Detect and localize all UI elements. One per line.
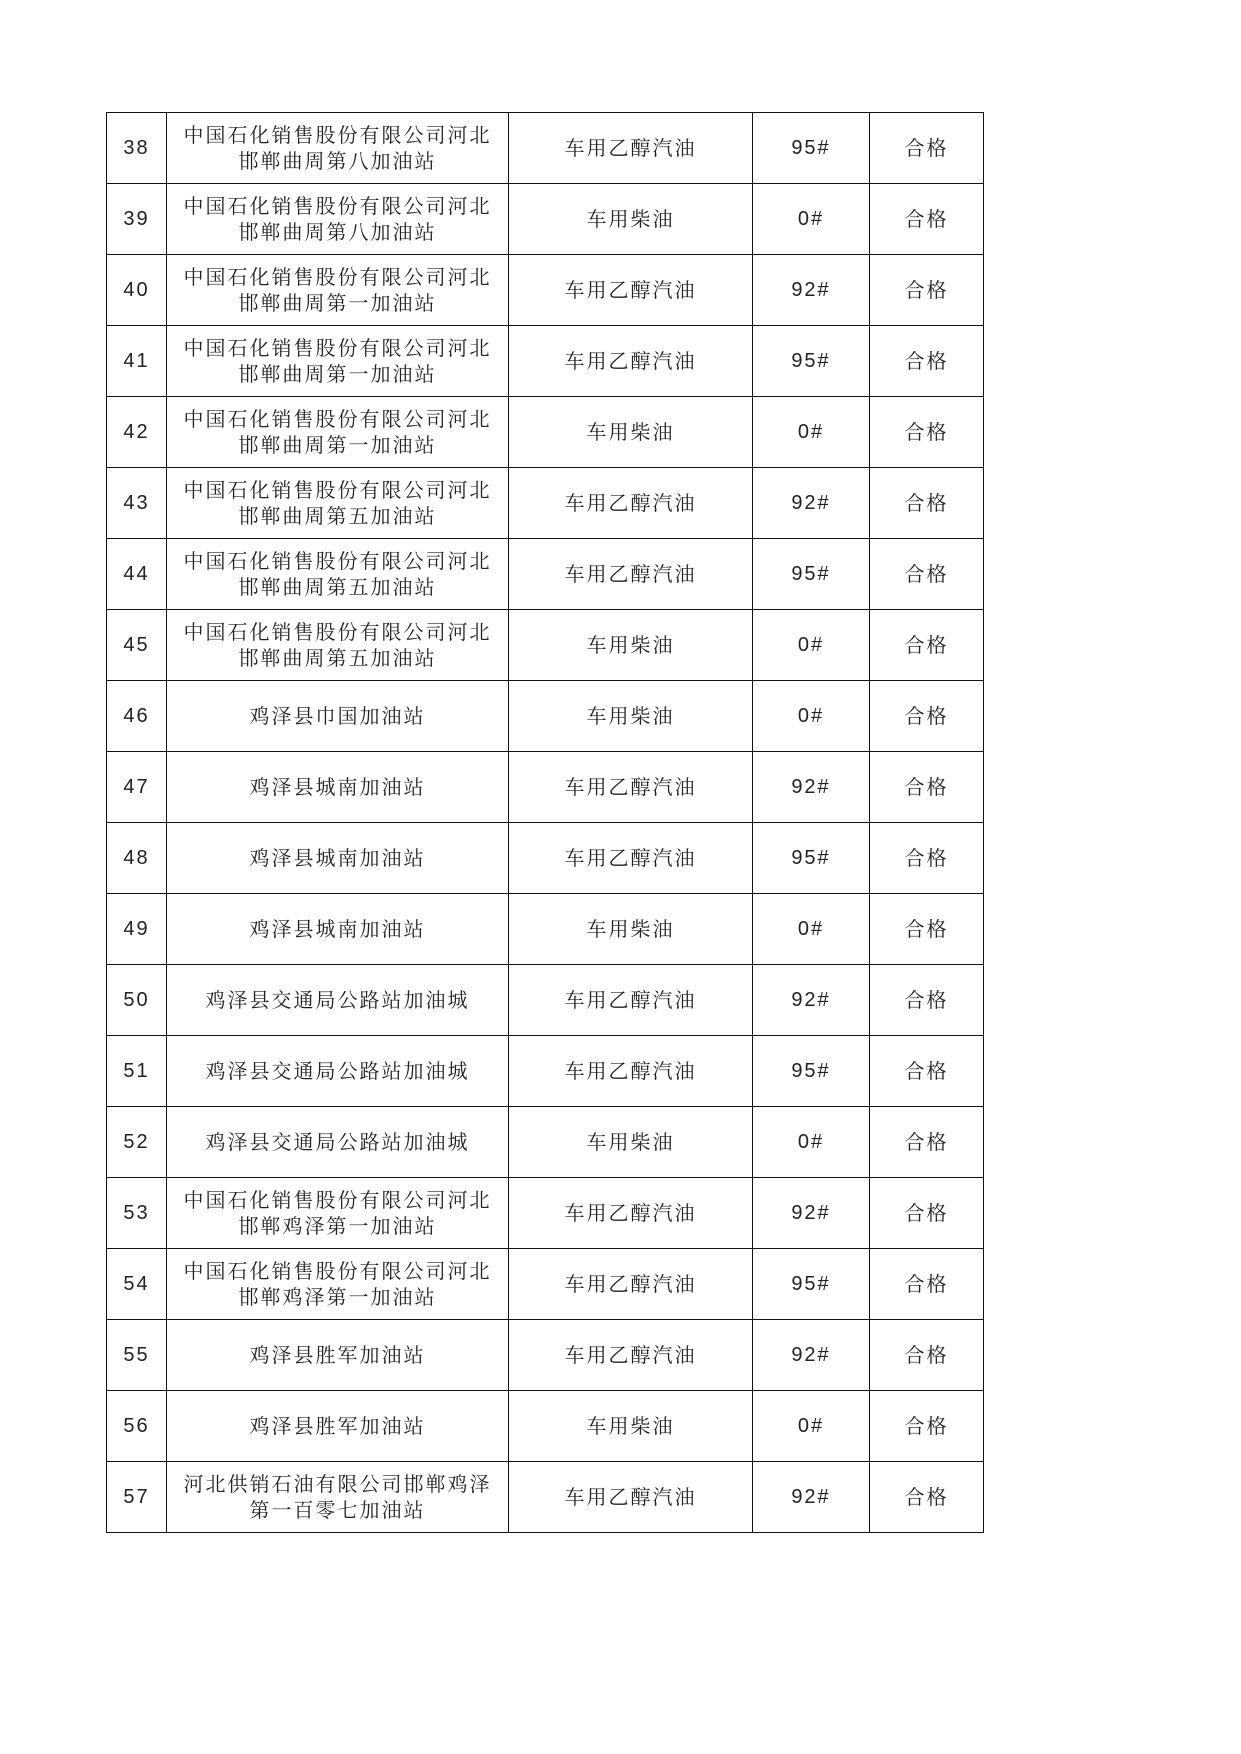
table-row [107,1107,984,1178]
row-number: 56 [107,1391,167,1462]
table-row [107,468,984,539]
row-number: 57 [107,1462,167,1533]
product-type: 车用柴油 [509,610,753,681]
row-number: 45 [107,610,167,681]
station-name [167,1249,509,1320]
test-result: 合格 [870,1178,984,1249]
product-type: 车用柴油 [509,1391,753,1462]
product-type: 车用柴油 [509,894,753,965]
row-number: 46 [107,681,167,752]
station-name-text: 河北供销石油有限公司邯郸鸡泽第一百零七加油站 [183,1472,492,1522]
fuel-grade: 95# [753,539,870,610]
test-result: 合格 [870,113,984,184]
station-name-text: 鸡泽县胜军加油站 [249,1414,426,1438]
product-type: 车用柴油 [509,397,753,468]
fuel-grade: 0# [753,1107,870,1178]
station-name-text: 鸡泽县巾国加油站 [249,704,426,728]
test-result: 合格 [870,681,984,752]
product-type: 车用乙醇汽油 [509,1178,753,1249]
station-name [167,113,509,184]
product-type: 车用柴油 [509,681,753,752]
station-name [167,1107,509,1178]
station-name [167,326,509,397]
station-name [167,397,509,468]
station-name-text: 中国石化销售股份有限公司河北邯郸曲周第八加油站 [183,194,492,244]
fuel-grade: 0# [753,894,870,965]
test-result: 合格 [870,1036,984,1107]
row-number: 52 [107,1107,167,1178]
table-row [107,1249,984,1320]
inspection-results-table [106,112,984,1533]
fuel-grade: 95# [753,113,870,184]
test-result: 合格 [870,397,984,468]
table-row [107,894,984,965]
station-name-text: 中国石化销售股份有限公司河北邯郸鸡泽第一加油站 [183,1259,492,1309]
fuel-grade: 95# [753,326,870,397]
station-name-text: 鸡泽县交通局公路站加油城 [205,1059,470,1083]
table-row [107,1036,984,1107]
row-number: 50 [107,965,167,1036]
station-name [167,255,509,326]
station-name-text: 中国石化销售股份有限公司河北邯郸曲周第八加油站 [183,123,492,173]
station-name [167,1391,509,1462]
test-result: 合格 [870,752,984,823]
station-name [167,468,509,539]
test-result: 合格 [870,1320,984,1391]
fuel-grade: 92# [753,468,870,539]
table-row [107,113,984,184]
table-row [107,539,984,610]
test-result: 合格 [870,823,984,894]
row-number: 51 [107,1036,167,1107]
product-type: 车用乙醇汽油 [509,468,753,539]
product-type: 车用乙醇汽油 [509,1462,753,1533]
table-row [107,1391,984,1462]
row-number: 38 [107,113,167,184]
table-row [107,1320,984,1391]
table-row [107,965,984,1036]
fuel-grade: 92# [753,965,870,1036]
row-number: 42 [107,397,167,468]
station-name [167,965,509,1036]
fuel-grade: 0# [753,1391,870,1462]
table-row [107,326,984,397]
product-type: 车用柴油 [509,1107,753,1178]
table-row [107,681,984,752]
product-type: 车用乙醇汽油 [509,752,753,823]
table-body [107,113,984,1533]
station-name-text: 中国石化销售股份有限公司河北邯郸曲周第五加油站 [183,478,492,528]
product-type: 车用乙醇汽油 [509,539,753,610]
test-result: 合格 [870,1462,984,1533]
station-name [167,752,509,823]
test-result: 合格 [870,1391,984,1462]
station-name-text: 鸡泽县交通局公路站加油城 [205,1130,470,1154]
fuel-grade: 95# [753,1036,870,1107]
test-result: 合格 [870,1107,984,1178]
table-row [107,752,984,823]
product-type: 车用乙醇汽油 [509,1320,753,1391]
test-result: 合格 [870,184,984,255]
table-row [107,255,984,326]
test-result: 合格 [870,468,984,539]
table-row [107,184,984,255]
station-name [167,539,509,610]
product-type: 车用乙醇汽油 [509,113,753,184]
fuel-grade: 0# [753,610,870,681]
station-name-text: 中国石化销售股份有限公司河北邯郸曲周第一加油站 [183,265,492,315]
fuel-grade: 92# [753,1178,870,1249]
fuel-grade: 0# [753,397,870,468]
station-name [167,823,509,894]
fuel-grade: 92# [753,255,870,326]
table-row [107,823,984,894]
station-name-text: 中国石化销售股份有限公司河北邯郸曲周第五加油站 [183,549,492,599]
station-name [167,610,509,681]
fuel-grade: 92# [753,752,870,823]
test-result: 合格 [870,1249,984,1320]
station-name [167,894,509,965]
fuel-grade: 92# [753,1320,870,1391]
test-result: 合格 [870,539,984,610]
station-name-text: 鸡泽县交通局公路站加油城 [205,988,470,1012]
table-row [107,1462,984,1533]
station-name-text: 中国石化销售股份有限公司河北邯郸鸡泽第一加油站 [183,1188,492,1238]
test-result: 合格 [870,326,984,397]
station-name [167,681,509,752]
station-name-text: 鸡泽县胜军加油站 [249,1343,426,1367]
station-name-text: 鸡泽县城南加油站 [249,917,426,941]
test-result: 合格 [870,965,984,1036]
row-number: 49 [107,894,167,965]
test-result: 合格 [870,610,984,681]
product-type: 车用乙醇汽油 [509,823,753,894]
table-row [107,1178,984,1249]
fuel-grade: 95# [753,1249,870,1320]
table-row [107,397,984,468]
test-result: 合格 [870,894,984,965]
table-row [107,610,984,681]
station-name-text: 中国石化销售股份有限公司河北邯郸曲周第一加油站 [183,407,492,457]
product-type: 车用乙醇汽油 [509,255,753,326]
product-type: 车用乙醇汽油 [509,1249,753,1320]
product-type: 车用乙醇汽油 [509,326,753,397]
station-name [167,1320,509,1391]
row-number: 43 [107,468,167,539]
station-name [167,1462,509,1533]
product-type: 车用柴油 [509,184,753,255]
station-name-text: 中国石化销售股份有限公司河北邯郸曲周第五加油站 [183,620,492,670]
fuel-grade: 92# [753,1462,870,1533]
fuel-grade: 0# [753,184,870,255]
row-number: 40 [107,255,167,326]
station-name [167,184,509,255]
station-name-text: 中国石化销售股份有限公司河北邯郸曲周第一加油站 [183,336,492,386]
row-number: 47 [107,752,167,823]
row-number: 39 [107,184,167,255]
row-number: 54 [107,1249,167,1320]
station-name [167,1178,509,1249]
row-number: 53 [107,1178,167,1249]
row-number: 55 [107,1320,167,1391]
station-name-text: 鸡泽县城南加油站 [249,846,426,870]
test-result: 合格 [870,255,984,326]
row-number: 41 [107,326,167,397]
product-type: 车用乙醇汽油 [509,965,753,1036]
row-number: 48 [107,823,167,894]
product-type: 车用乙醇汽油 [509,1036,753,1107]
fuel-grade: 95# [753,823,870,894]
station-name-text: 鸡泽县城南加油站 [249,775,426,799]
fuel-grade: 0# [753,681,870,752]
station-name [167,1036,509,1107]
row-number: 44 [107,539,167,610]
